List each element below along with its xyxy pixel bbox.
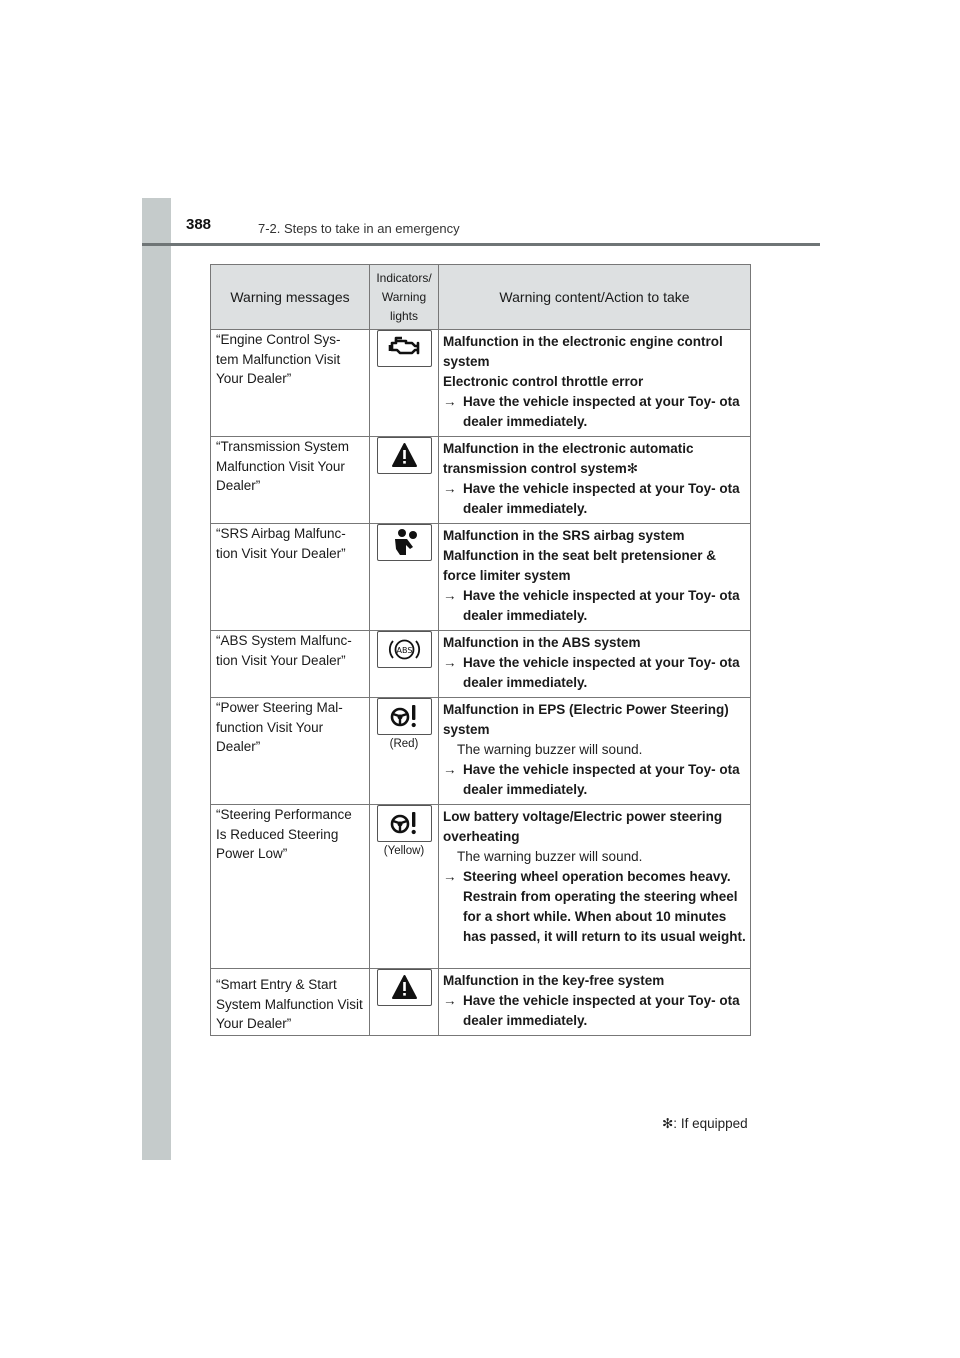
action-text: → Have the vehicle inspected at your Toy- ota dealer immediately. (443, 481, 740, 516)
table-row (211, 437, 751, 524)
table-header-row (211, 265, 751, 330)
header-rule (142, 243, 820, 246)
warning-message: “Power Steering Mal- function Visit Your Dealer” (211, 698, 370, 805)
warning-message: “ABS System Malfunc- tion Visit Your Dealer” (211, 631, 370, 698)
footnote: ✻: If equipped (662, 1116, 748, 1131)
indicator-cell (370, 330, 439, 437)
arrow-icon: → (443, 993, 457, 1008)
table-row (211, 698, 751, 805)
table-row (211, 805, 751, 969)
warning-message: “Smart Entry & Start System Malfunction Visit Your Dealer” (211, 969, 370, 1036)
table-row (211, 969, 751, 1036)
malfunction-text: Malfunction in the electronic engine control system (443, 334, 723, 369)
action-text: → Have the vehicle inspected at your Toy- ota dealer immediately. (443, 588, 740, 623)
arrow-icon: → (443, 588, 457, 603)
action-text: → Have the vehicle inspected at your Toy- ota dealer immediately. (443, 655, 740, 690)
warning-content (439, 631, 751, 698)
action-text: → Steering wheel operation becomes heavy. Restrain from operating the steering wheel for a short while. When about 10 minutes has passed, it will return to its usual weight. (443, 869, 746, 944)
warning-content (439, 969, 751, 1036)
warning-content (439, 698, 751, 805)
warning-messages-table (210, 264, 751, 1036)
abs-icon (377, 631, 432, 668)
master-warning-icon (377, 969, 432, 1006)
buzzer-note: The warning buzzer will sound. (457, 742, 643, 757)
malfunction-text: Malfunction in EPS (Electric Power Steering) system (443, 702, 729, 737)
column-header-indicators: Indicators/ Warning lights (370, 265, 439, 330)
warning-message: “Engine Control Sys- tem Malfunction Visit Your Dealer” (211, 330, 370, 437)
arrow-icon: → (443, 655, 457, 670)
indicator-color-label: (Yellow) (383, 845, 425, 857)
power-steering-icon (377, 698, 432, 735)
action-text: → Have the vehicle inspected at your Toy- ota dealer immediately. (443, 394, 740, 429)
malfunction-text: Malfunction in the SRS airbag system (443, 528, 685, 543)
column-header-action: Warning content/Action to take (439, 265, 751, 330)
arrow-icon: → (443, 869, 457, 884)
warning-content (439, 805, 751, 969)
malfunction-text: Malfunction in the key-free system (443, 973, 665, 988)
action-text: → Have the vehicle inspected at your Toy- ota dealer immediately. (443, 993, 740, 1028)
indicator-color-label: (Red) (389, 738, 419, 750)
indicator-cell (370, 805, 439, 969)
buzzer-note: The warning buzzer will sound. (457, 849, 643, 864)
action-text: → Have the vehicle inspected at your Toy- ota dealer immediately. (443, 762, 740, 797)
arrow-icon: → (443, 762, 457, 777)
indicator-cell (370, 437, 439, 524)
power-steering-icon (377, 805, 432, 842)
malfunction-text: Malfunction in the electronic automatic transmission control system✻ (443, 441, 694, 476)
master-warning-icon (377, 437, 432, 474)
table-row (211, 330, 751, 437)
arrow-icon: → (443, 394, 457, 409)
column-header-warning-messages: Warning messages (211, 265, 370, 330)
warning-message: “Transmission System Malfunction Visit Your Dealer” (211, 437, 370, 524)
malfunction-text: Malfunction in the ABS system (443, 635, 641, 650)
warning-message: “Steering Performance Is Reduced Steering Power Low” (211, 805, 370, 969)
malfunction-text: Low battery voltage/Electric power steering overheating (443, 809, 723, 844)
warning-message: “SRS Airbag Malfunc- tion Visit Your Dealer” (211, 524, 370, 631)
section-title: 7-2. Steps to take in an emergency (258, 221, 460, 236)
malfunction-text: Electronic control throttle error (443, 374, 644, 389)
table-row (211, 524, 751, 631)
arrow-icon: → (443, 481, 457, 496)
srs-airbag-icon (377, 524, 432, 561)
indicator-cell (370, 631, 439, 698)
malfunction-text: Malfunction in the seat belt pretensioner & force limiter system (443, 548, 717, 583)
indicator-cell (370, 698, 439, 805)
svg-text:ABS: ABS (396, 646, 412, 655)
side-tab-bar (142, 198, 171, 1160)
check-engine-icon (377, 330, 432, 367)
indicator-cell (370, 969, 439, 1036)
indicator-cell (370, 524, 439, 631)
warning-content (439, 524, 751, 631)
table-row (211, 631, 751, 698)
warning-content (439, 330, 751, 437)
warning-content (439, 437, 751, 524)
page-number: 388 (186, 216, 212, 233)
